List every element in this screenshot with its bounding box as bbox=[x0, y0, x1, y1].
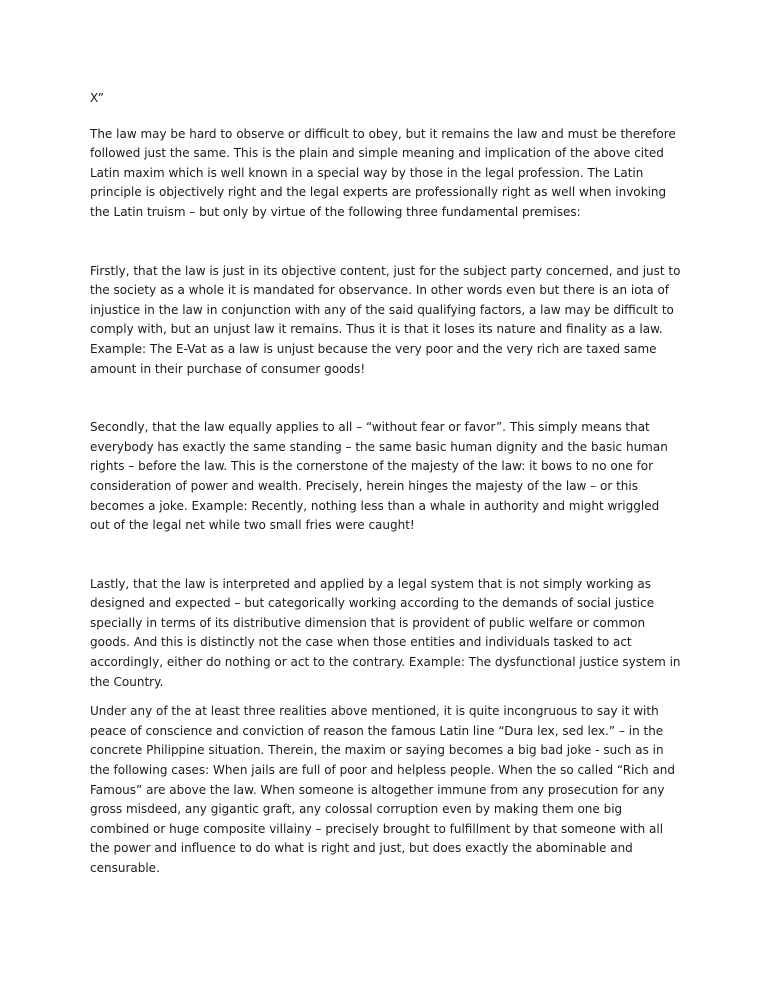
paragraph-conclusion: Under any of the at least three realities above mentioned, it is quite incongruous to say it with peace of conscience and conviction of reason the famous Latin line “Dura lex, sed lex.” – in the concrete Philippine situation. Therein, the maxim or saying becomes a big bad joke - such as in the following cases: When jails are full of poor and helpless people. When the so called “Rich and Famous” are above the law. When someone is altogether immune from any prosecution for any gross misdeed, any gigantic graft, any colossal corruption even by making them one big combined or huge composite villainy – precisely brought to fulfillment by that someone with all the power and influence to do what is right and just, but does exactly the abominable and censurable. bbox=[90, 704, 676, 875]
paragraph-secondly: Secondly, that the law equally applies to all – “without fear or favor”. This simply means that everybody has exactly the same standing – the same basic human dignity and the basic human rights – before the law. This is the cornerstone of the majesty of the law: it bows to no one for consideration of power and wealth. Precisely, herein hinges the majesty of the law – or this becomes a joke. Example: Recently, nothing less than a whale in authority and might wriggled out of the legal net while two small fries were caught! bbox=[90, 420, 668, 533]
paragraph-firstly: Firstly, that the law is just in its objective content, just for the subject party concerned, and just to the society as a whole it is mandated for observance. In other words even but there is an iota of injustice in the law in conjunction with any of the said qualifying factors, a law may be difficult to comply with, but an unjust law it remains. Thus it is that it loses its nature and finality as a law. Example: The E-Vat as a law is unjust because the very poor and the very rich are taxed same amount in their purchase of consumer goods! bbox=[90, 263, 681, 376]
paragraph-lastly: Lastly, that the law is interpreted and applied by a legal system that is not simply working as designed and expected – but categorically working according to the demands of social justice specially in terms of its distributive dimension that is provident of public welfare or common goods. And this is distinctly not the case when those entities and individuals tasked to act accordingly, either do nothing or act to the contrary. Example: The dysfunctional justice system in the Country. bbox=[90, 576, 681, 689]
paragraph-intro: The law may be hard to observe or difficult to obey, but it remains the law and must be therefore followed just the same. This is the plain and simple meaning and implication of the above cited Latin maxim which is well known in a special way by those in the legal profession. The Latin principle is objectively right and the legal experts are professionally right as well when invoking the Latin truism – but only by virtue of the following three fundamental premises: bbox=[90, 126, 676, 219]
document-heading: X” bbox=[90, 91, 104, 105]
